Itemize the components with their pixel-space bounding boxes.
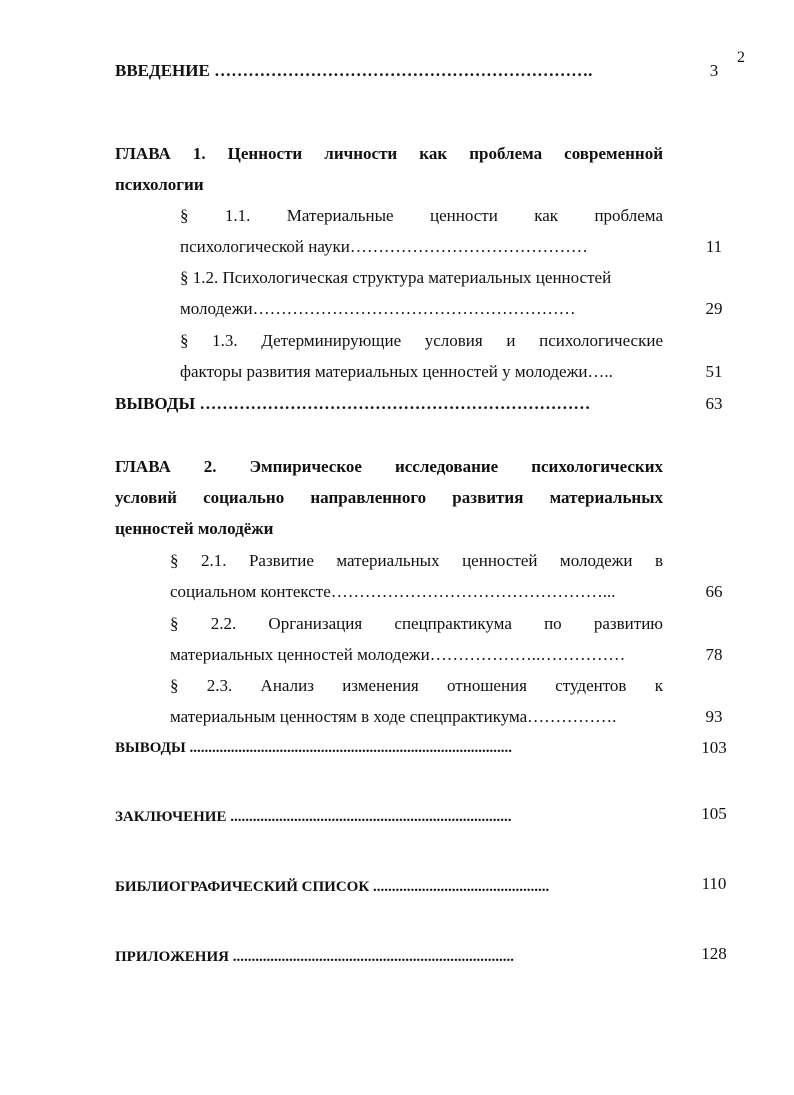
- section-2-2-page: 78: [705, 645, 723, 664]
- chapter2-title-line3: ценностей молодёжи: [115, 519, 274, 538]
- section-2-3-page: 93: [705, 707, 723, 726]
- chapter2-title-line1: ГЛАВА 2. Эмпирическое исследование психологических: [115, 457, 663, 476]
- toc-intro-page: 3: [709, 61, 719, 80]
- section-2-3-line1: § 2.3. Анализ изменения отношения студентов к: [170, 676, 663, 695]
- section-2-3-line2: материальным ценностям в ходе спецпрактикума…………….: [170, 707, 617, 726]
- toc-conclusion-page: 105: [701, 804, 727, 823]
- section-1-2-line2: молодежи…………………………………………………: [180, 299, 576, 318]
- section-1-2-page: 29: [705, 299, 723, 318]
- toc-conclusion: ЗАКЛЮЧЕНИЕ ...........................................................................: [115, 809, 512, 825]
- section-1-2-line1: § 1.2. Психологическая структура материальных ценностей: [180, 268, 612, 287]
- chapter2-title-line2: условий социально направленного развития материальных: [115, 488, 663, 507]
- section-1-3-page: 51: [705, 362, 723, 381]
- section-2-1-page: 66: [705, 582, 723, 601]
- toc-appendices: ПРИЛОЖЕНИЯ ...........................................................................: [115, 949, 514, 965]
- page-number: 2: [737, 49, 745, 66]
- section-1-1-line2: психологической науки……………………………………: [180, 237, 588, 256]
- toc-bibliography-page: 110: [701, 874, 727, 893]
- chapter1-conclusions: ВЫВОДЫ ……………………………………………………………: [115, 394, 591, 413]
- chapter1-title-line1: ГЛАВА 1. Ценности личности как проблема современной: [115, 144, 663, 163]
- section-2-1-line2: социальном контексте…………………………………………...: [170, 582, 616, 601]
- section-2-1-line1: § 2.1. Развитие материальных ценностей молодежи в: [170, 551, 663, 570]
- toc-appendices-page: 128: [701, 944, 727, 963]
- section-1-3-line2: факторы развития материальных ценностей у молодежи…..: [180, 362, 613, 381]
- toc-bibliography: БИБЛИОГРАФИЧЕСКИЙ СПИСОК ...............................................: [115, 879, 550, 895]
- section-1-3-line1: § 1.3. Детерминирующие условия и психологические: [180, 331, 663, 350]
- section-1-1-page: 11: [705, 237, 723, 256]
- section-2-2-line1: § 2.2. Организация спецпрактикума по развитию: [170, 614, 663, 633]
- chapter2-conclusions-page: 103: [701, 738, 727, 757]
- chapter1-title-line2: психологии: [115, 175, 204, 194]
- section-2-2-line2: материальных ценностей молодежи………………..……………: [170, 645, 626, 664]
- section-1-1-line1: § 1.1. Материальные ценности как проблема: [180, 206, 663, 225]
- chapter2-conclusions: ВЫВОДЫ ......................................................................................: [115, 740, 512, 756]
- toc-intro: ВВЕДЕНИЕ ………………………………………………………….: [115, 61, 593, 80]
- chapter1-conclusions-page: 63: [705, 394, 723, 413]
